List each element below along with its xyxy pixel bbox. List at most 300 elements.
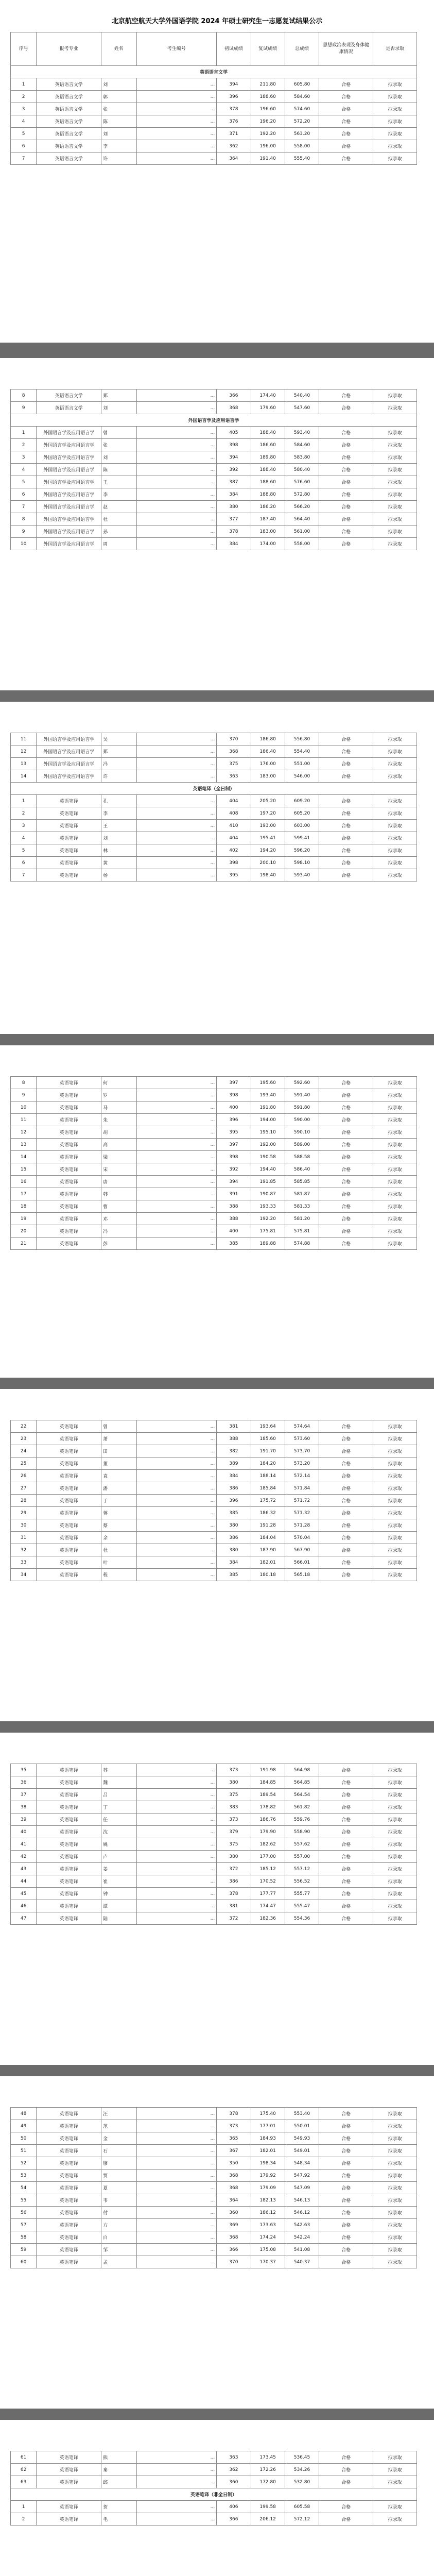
prelim-score-cell: 378 <box>217 2108 251 2120</box>
health-status-cell: 合格 <box>319 1814 373 1826</box>
retest-score-cell: 182.36 <box>251 1912 285 1925</box>
admit-status-cell: 拟录取 <box>373 2108 417 2120</box>
table-row <box>11 427 417 439</box>
retest-score-cell: 189.54 <box>251 1789 285 1801</box>
candidate-id-cell: ... <box>136 1433 217 1445</box>
name-cell: 林 <box>101 844 137 857</box>
prelim-score-cell: 387 <box>217 476 251 488</box>
name-cell: 唐 <box>101 1176 137 1188</box>
health-status-cell: 合格 <box>319 1532 373 1544</box>
prelim-score-cell: 360 <box>217 2207 251 2219</box>
candidate-id-cell: ... <box>136 2108 217 2120</box>
name-cell: 余 <box>101 1532 137 1544</box>
retest-score-cell: 187.40 <box>251 513 285 526</box>
results-table <box>10 1420 417 1581</box>
health-status-cell: 合格 <box>319 2145 373 2157</box>
prelim-score-cell: 380 <box>217 1776 251 1789</box>
total-score-cell: 591.40 <box>285 1089 319 1101</box>
health-status-cell: 合格 <box>319 1888 373 1900</box>
seq-cell: 2 <box>11 439 37 451</box>
retest-score-cell: 182.01 <box>251 2145 285 2157</box>
prelim-score-cell: 386 <box>217 1532 251 1544</box>
admit-status-cell: 拟录取 <box>373 1433 417 1445</box>
name-cell: 方 <box>101 2219 137 2231</box>
health-status-cell: 合格 <box>319 2451 373 2464</box>
major-cell: 外国语言学及应用语言学 <box>37 758 101 770</box>
health-status-cell: 合格 <box>319 2182 373 2194</box>
admit-status-cell: 拟录取 <box>373 1519 417 1532</box>
table-row <box>11 1176 417 1188</box>
retest-score-cell: 189.80 <box>251 451 285 464</box>
major-cell: 英语笔译 <box>37 1420 101 1433</box>
admit-status-cell: 拟录取 <box>373 2513 417 2526</box>
candidate-id-cell: ... <box>136 1556 217 1569</box>
total-score-cell: 573.20 <box>285 1458 319 1470</box>
prelim-score-cell: 384 <box>217 488 251 501</box>
candidate-id-cell: ... <box>136 1544 217 1556</box>
name-cell: 田 <box>101 1445 137 1458</box>
retest-score-cell: 182.13 <box>251 2194 285 2207</box>
table-row <box>11 2244 417 2256</box>
name-cell: 郑 <box>101 389 137 402</box>
retest-score-cell: 186.40 <box>251 745 285 758</box>
name-cell: 沈 <box>101 1826 137 1838</box>
major-cell: 英语笔译 <box>37 1114 101 1126</box>
document-page <box>0 2076 434 2409</box>
retest-score-cell: 180.18 <box>251 1569 285 1581</box>
name-cell: 吴 <box>101 733 137 745</box>
seq-cell: 62 <box>11 2464 37 2476</box>
seq-cell: 10 <box>11 538 37 550</box>
prelim-score-cell: 391 <box>217 1188 251 1200</box>
seq-cell: 17 <box>11 1188 37 1200</box>
health-status-cell: 合格 <box>319 1470 373 1482</box>
retest-score-cell: 175.40 <box>251 2108 285 2120</box>
candidate-id-cell: ... <box>136 2157 217 2170</box>
total-score-cell: 573.60 <box>285 1433 319 1445</box>
prelim-score-cell: 405 <box>217 427 251 439</box>
total-score-cell: 574.88 <box>285 1238 319 1250</box>
seq-cell: 33 <box>11 1556 37 1569</box>
admit-status-cell: 拟录取 <box>373 2219 417 2231</box>
column-header: 总成绩 <box>285 32 319 66</box>
major-cell: 英语笔译 <box>37 2157 101 2170</box>
admit-status-cell: 拟录取 <box>373 869 417 882</box>
prelim-score-cell: 368 <box>217 745 251 758</box>
prelim-score-cell: 381 <box>217 1420 251 1433</box>
seq-cell: 22 <box>11 1420 37 1433</box>
health-status-cell: 合格 <box>319 538 373 550</box>
retest-score-cell: 195.10 <box>251 1126 285 1139</box>
name-cell: 何 <box>101 1077 137 1089</box>
admit-status-cell: 拟录取 <box>373 807 417 820</box>
total-score-cell: 609.20 <box>285 795 319 807</box>
major-cell: 外国语言学及应用语言学 <box>37 476 101 488</box>
health-status-cell: 合格 <box>319 402 373 414</box>
name-cell: 吕 <box>101 1789 137 1801</box>
major-cell: 英语笔译 <box>37 2182 101 2194</box>
major-cell: 英语笔译 <box>37 1814 101 1826</box>
table-row <box>11 1900 417 1912</box>
admit-status-cell: 拟录取 <box>373 2464 417 2476</box>
health-status-cell: 合格 <box>319 2108 373 2120</box>
table-row <box>11 1420 417 1433</box>
retest-score-cell: 191.28 <box>251 1519 285 1532</box>
candidate-id-cell: ... <box>136 2501 217 2513</box>
admit-status-cell: 拟录取 <box>373 733 417 745</box>
header-row <box>11 32 417 66</box>
admit-status-cell: 拟录取 <box>373 1089 417 1101</box>
table-row <box>11 513 417 526</box>
health-status-cell: 合格 <box>319 1089 373 1101</box>
column-header: 报考专业 <box>37 32 101 66</box>
prelim-score-cell: 395 <box>217 869 251 882</box>
retest-score-cell: 194.40 <box>251 1163 285 1176</box>
health-status-cell: 合格 <box>319 2476 373 2488</box>
seq-cell: 4 <box>11 115 37 128</box>
prelim-score-cell: 388 <box>217 1213 251 1225</box>
admit-status-cell: 拟录取 <box>373 1200 417 1213</box>
candidate-id-cell: ... <box>136 1238 217 1250</box>
total-score-cell: 559.76 <box>285 1814 319 1826</box>
column-header: 考生编号 <box>136 32 217 66</box>
admit-status-cell: 拟录取 <box>373 488 417 501</box>
health-status-cell: 合格 <box>319 103 373 115</box>
retest-score-cell: 188.80 <box>251 488 285 501</box>
name-cell: 赵 <box>101 501 137 513</box>
total-score-cell: 558.00 <box>285 538 319 550</box>
major-cell: 英语笔译 <box>37 1433 101 1445</box>
prelim-score-cell: 406 <box>217 2501 251 2513</box>
prelim-score-cell: 384 <box>217 538 251 550</box>
major-cell: 英语笔译 <box>37 1789 101 1801</box>
total-score-cell: 557.12 <box>285 1863 319 1875</box>
prelim-score-cell: 360 <box>217 2476 251 2488</box>
seq-cell: 20 <box>11 1225 37 1238</box>
total-score-cell: 570.04 <box>285 1532 319 1544</box>
table-row <box>11 1200 417 1213</box>
health-status-cell: 合格 <box>319 1863 373 1875</box>
total-score-cell: 573.70 <box>285 1445 319 1458</box>
retest-score-cell: 184.93 <box>251 2132 285 2145</box>
seq-cell: 39 <box>11 1814 37 1826</box>
candidate-id-cell: ... <box>136 733 217 745</box>
table-row <box>11 2194 417 2207</box>
health-status-cell: 合格 <box>319 1077 373 1089</box>
table-row <box>11 832 417 844</box>
prelim-score-cell: 400 <box>217 1225 251 1238</box>
retest-score-cell: 193.33 <box>251 1200 285 1213</box>
prelim-score-cell: 382 <box>217 1445 251 1458</box>
admit-status-cell: 拟录取 <box>373 1077 417 1089</box>
name-cell: 苏 <box>101 1764 137 1776</box>
name-cell: 崔 <box>101 1875 137 1888</box>
prelim-score-cell: 366 <box>217 2513 251 2526</box>
major-cell: 英语笔译 <box>37 1482 101 1495</box>
seq-cell: 46 <box>11 1900 37 1912</box>
retest-score-cell: 174.24 <box>251 2231 285 2244</box>
seq-cell: 1 <box>11 78 37 91</box>
prelim-score-cell: 395 <box>217 1126 251 1139</box>
name-cell: 曹 <box>101 1200 137 1213</box>
total-score-cell: 592.60 <box>285 1077 319 1089</box>
admit-status-cell: 拟录取 <box>373 1482 417 1495</box>
prelim-score-cell: 350 <box>217 2157 251 2170</box>
name-cell: 石 <box>101 2145 137 2157</box>
retest-score-cell: 184.20 <box>251 1458 285 1470</box>
retest-score-cell: 191.70 <box>251 1445 285 1458</box>
table-row <box>11 1101 417 1114</box>
name-cell: 韩 <box>101 1188 137 1200</box>
retest-score-cell: 184.85 <box>251 1776 285 1789</box>
name-cell: 叶 <box>101 1556 137 1569</box>
candidate-id-cell: ... <box>136 103 217 115</box>
health-status-cell: 合格 <box>319 1507 373 1519</box>
major-cell: 外国语言学及应用语言学 <box>37 427 101 439</box>
prelim-score-cell: 388 <box>217 1200 251 1213</box>
major-cell: 外国语言学及应用语言学 <box>37 513 101 526</box>
major-cell: 英语笔译 <box>37 1863 101 1875</box>
name-cell: 姚 <box>101 1838 137 1851</box>
major-cell: 英语笔译 <box>37 1077 101 1089</box>
retest-score-cell: 186.20 <box>251 501 285 513</box>
results-table <box>10 2107 417 2268</box>
retest-score-cell: 176.00 <box>251 758 285 770</box>
major-cell: 英语笔译 <box>37 2145 101 2157</box>
table-row <box>11 2108 417 2120</box>
major-cell: 英语笔译 <box>37 832 101 844</box>
name-cell: 许 <box>101 152 137 165</box>
table-row <box>11 476 417 488</box>
major-cell: 英语笔译 <box>37 2513 101 2526</box>
name-cell: 熊 <box>101 2451 137 2464</box>
table-row <box>11 1838 417 1851</box>
admit-status-cell: 拟录取 <box>373 1188 417 1200</box>
health-status-cell: 合格 <box>319 1519 373 1532</box>
seq-cell: 12 <box>11 745 37 758</box>
name-cell: 高 <box>101 1139 137 1151</box>
section-heading: 外国语言学及应用语言学 <box>11 414 417 427</box>
health-status-cell: 合格 <box>319 513 373 526</box>
retest-score-cell: 198.34 <box>251 2157 285 2170</box>
health-status-cell: 合格 <box>319 1139 373 1151</box>
name-cell: 刘 <box>101 78 137 91</box>
seq-cell: 28 <box>11 1495 37 1507</box>
seq-cell: 3 <box>11 451 37 464</box>
name-cell: 范 <box>101 2120 137 2132</box>
admit-status-cell: 拟录取 <box>373 1912 417 1925</box>
total-score-cell: 572.12 <box>285 2513 319 2526</box>
admit-status-cell: 拟录取 <box>373 1826 417 1838</box>
health-status-cell: 合格 <box>319 1188 373 1200</box>
seq-cell: 38 <box>11 1801 37 1814</box>
admit-status-cell: 拟录取 <box>373 2476 417 2488</box>
prelim-score-cell: 380 <box>217 1519 251 1532</box>
prelim-score-cell: 386 <box>217 1875 251 1888</box>
table-row <box>11 2501 417 2513</box>
candidate-id-cell: ... <box>136 1445 217 1458</box>
table-row <box>11 1163 417 1176</box>
seq-cell: 37 <box>11 1789 37 1801</box>
total-score-cell: 575.81 <box>285 1225 319 1238</box>
seq-cell: 2 <box>11 91 37 103</box>
table-row <box>11 128 417 140</box>
total-score-cell: 566.20 <box>285 501 319 513</box>
seq-cell: 2 <box>11 2513 37 2526</box>
prelim-score-cell: 366 <box>217 389 251 402</box>
prelim-score-cell: 388 <box>217 1433 251 1445</box>
name-cell: 付 <box>101 2207 137 2219</box>
name-cell: 于 <box>101 1495 137 1507</box>
prelim-score-cell: 384 <box>217 1470 251 1482</box>
total-score-cell: 581.87 <box>285 1188 319 1200</box>
health-status-cell: 合格 <box>319 1875 373 1888</box>
table-row <box>11 526 417 538</box>
seq-cell: 16 <box>11 1176 37 1188</box>
major-cell: 英语笔译 <box>37 1801 101 1814</box>
name-cell: 孟 <box>101 2256 137 2268</box>
retest-score-cell: 191.98 <box>251 1764 285 1776</box>
major-cell: 英语笔译 <box>37 1495 101 1507</box>
name-cell: 陈 <box>101 464 137 476</box>
candidate-id-cell: ... <box>136 2132 217 2145</box>
prelim-score-cell: 370 <box>217 733 251 745</box>
candidate-id-cell: ... <box>136 807 217 820</box>
retest-score-cell: 192.20 <box>251 1213 285 1225</box>
total-score-cell: 540.40 <box>285 389 319 402</box>
table-row <box>11 1433 417 1445</box>
total-score-cell: 564.40 <box>285 513 319 526</box>
major-cell: 英语笔译 <box>37 795 101 807</box>
major-cell: 英语语言文学 <box>37 389 101 402</box>
prelim-score-cell: 402 <box>217 844 251 857</box>
candidate-id-cell: ... <box>136 389 217 402</box>
prelim-score-cell: 375 <box>217 1838 251 1851</box>
candidate-id-cell: ... <box>136 1888 217 1900</box>
name-cell: 萧 <box>101 1433 137 1445</box>
candidate-id-cell: ... <box>136 1470 217 1482</box>
total-score-cell: 584.60 <box>285 91 319 103</box>
total-score-cell: 574.60 <box>285 103 319 115</box>
candidate-id-cell: ... <box>136 1101 217 1114</box>
seq-cell: 18 <box>11 1200 37 1213</box>
retest-score-cell: 197.20 <box>251 807 285 820</box>
name-cell: 李 <box>101 140 137 152</box>
retest-score-cell: 179.09 <box>251 2182 285 2194</box>
health-status-cell: 合格 <box>319 2170 373 2182</box>
retest-score-cell: 195.60 <box>251 1077 285 1089</box>
total-score-cell: 540.37 <box>285 2256 319 2268</box>
seq-cell: 6 <box>11 857 37 869</box>
candidate-id-cell: ... <box>136 451 217 464</box>
table-row <box>11 2207 417 2219</box>
prelim-score-cell: 373 <box>217 1814 251 1826</box>
total-score-cell: 571.28 <box>285 1519 319 1532</box>
health-status-cell: 合格 <box>319 733 373 745</box>
name-cell: 胡 <box>101 1126 137 1139</box>
table-row <box>11 1238 417 1250</box>
table-row <box>11 1114 417 1126</box>
section-heading-row <box>11 414 417 427</box>
name-cell: 邱 <box>101 2476 137 2488</box>
section-heading-row <box>11 2488 417 2501</box>
table-row <box>11 1875 417 1888</box>
prelim-score-cell: 379 <box>217 1826 251 1838</box>
health-status-cell: 合格 <box>319 1801 373 1814</box>
admit-status-cell: 拟录取 <box>373 2120 417 2132</box>
candidate-id-cell: ... <box>136 488 217 501</box>
prelim-score-cell: 373 <box>217 1764 251 1776</box>
major-cell: 外国语言学及应用语言学 <box>37 733 101 745</box>
health-status-cell: 合格 <box>319 1200 373 1213</box>
candidate-id-cell: ... <box>136 1875 217 1888</box>
candidate-id-cell: ... <box>136 1200 217 1213</box>
health-status-cell: 合格 <box>319 2244 373 2256</box>
seq-cell: 7 <box>11 869 37 882</box>
total-score-cell: 554.36 <box>285 1912 319 1925</box>
candidate-id-cell: ... <box>136 115 217 128</box>
seq-cell: 61 <box>11 2451 37 2464</box>
retest-score-cell: 187.90 <box>251 1544 285 1556</box>
total-score-cell: 558.00 <box>285 140 319 152</box>
prelim-score-cell: 380 <box>217 1851 251 1863</box>
table-row <box>11 78 417 91</box>
major-cell: 英语语言文学 <box>37 78 101 91</box>
health-status-cell: 合格 <box>319 2219 373 2231</box>
admit-status-cell: 拟录取 <box>373 1776 417 1789</box>
major-cell: 英语笔译 <box>37 1139 101 1151</box>
major-cell: 外国语言学及应用语言学 <box>37 464 101 476</box>
name-cell: 刘 <box>101 832 137 844</box>
name-cell: 王 <box>101 820 137 832</box>
seq-cell: 59 <box>11 2244 37 2256</box>
table-row <box>11 1470 417 1482</box>
major-cell: 外国语言学及应用语言学 <box>37 451 101 464</box>
name-cell: 杜 <box>101 1544 137 1556</box>
admit-status-cell: 拟录取 <box>373 2244 417 2256</box>
prelim-score-cell: 376 <box>217 115 251 128</box>
name-cell: 魏 <box>101 1776 137 1789</box>
total-score-cell: 590.10 <box>285 1126 319 1139</box>
table-row <box>11 2145 417 2157</box>
prelim-score-cell: 365 <box>217 2132 251 2145</box>
prelim-score-cell: 400 <box>217 1101 251 1114</box>
health-status-cell: 合格 <box>319 2464 373 2476</box>
prelim-score-cell: 367 <box>217 2145 251 2157</box>
candidate-id-cell: ... <box>136 402 217 414</box>
total-score-cell: 557.00 <box>285 1851 319 1863</box>
name-cell: 姜 <box>101 1863 137 1875</box>
retest-score-cell: 188.60 <box>251 91 285 103</box>
retest-score-cell: 191.40 <box>251 152 285 165</box>
seq-cell: 35 <box>11 1764 37 1776</box>
major-cell: 英语笔译 <box>37 1544 101 1556</box>
candidate-id-cell: ... <box>136 1151 217 1163</box>
total-score-cell: 556.52 <box>285 1875 319 1888</box>
table-row <box>11 844 417 857</box>
section-heading: 英语笔译（非全日制） <box>11 2488 417 2501</box>
seq-cell: 25 <box>11 1458 37 1470</box>
candidate-id-cell: ... <box>136 1789 217 1801</box>
retest-score-cell: 179.60 <box>251 402 285 414</box>
table-row <box>11 91 417 103</box>
candidate-id-cell: ... <box>136 140 217 152</box>
name-cell: 周 <box>101 538 137 550</box>
table-row <box>11 488 417 501</box>
major-cell: 英语语言文学 <box>37 103 101 115</box>
retest-score-cell: 194.20 <box>251 844 285 857</box>
total-score-cell: 590.00 <box>285 1114 319 1126</box>
